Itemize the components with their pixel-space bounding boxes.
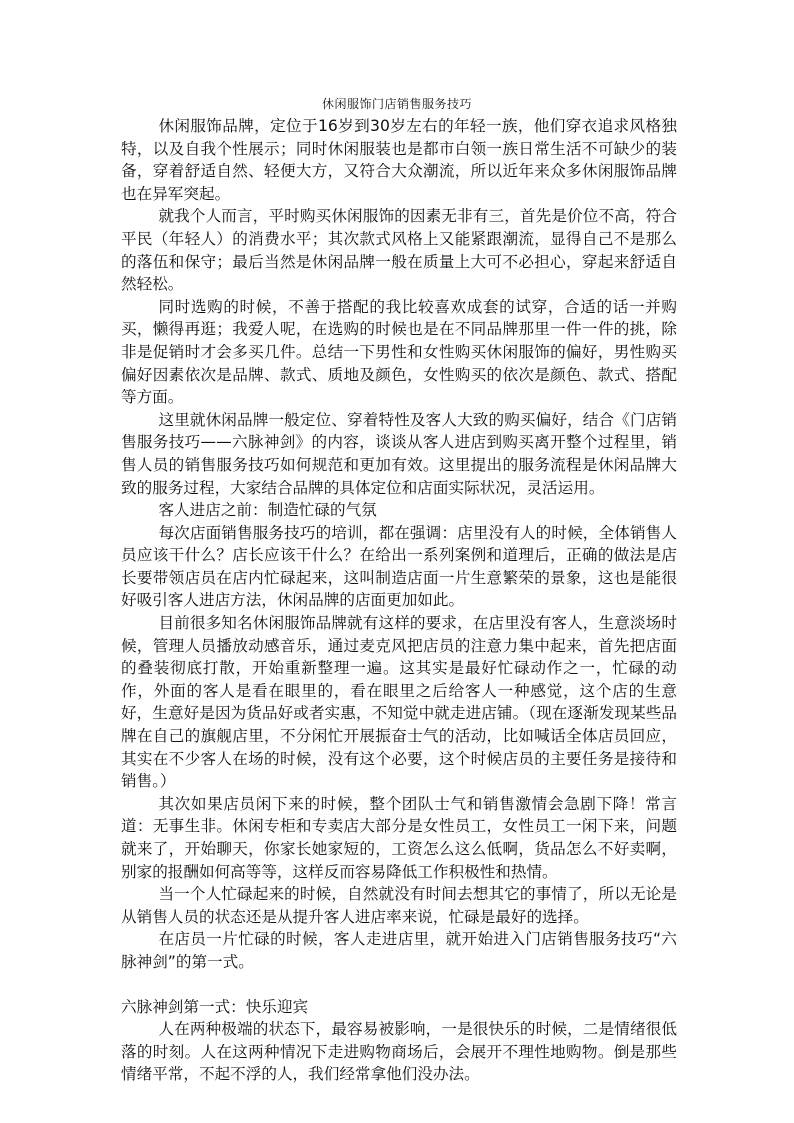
paragraph: 休闲服饰品牌，定位于16岁到30岁左右的年轻一族，他们穿衣追求风格独特，以及自我个性展示；同时休闲服装也是都市白领一族日常生活不可缺少的装备，穿着舒适自然、轻便大方，又符合大众潮流，所以近年来众多休闲服饰品牌也在异军突起。 bbox=[121, 117, 677, 203]
paragraph: 人在两种极端的状态下，最容易被影响，一是很快乐的时候，二是情绪很低落的时刻。人在这两种情况下走进购物商场后，会展开不理性地购物。倒是那些情绪平常，不起不浮的人，我们经常拿他们没办法。 bbox=[121, 1020, 677, 1084]
section-heading: 六脉神剑第一式：快乐迎宾 bbox=[121, 997, 309, 1016]
paragraph: 这里就休闲品牌一般定位、穿着特性及客人大致的购买偏好，结合《门店销售服务技巧——六脉神剑》的内容，谈谈从客人进店到购买离开整个过程里，销售人员的销售服务技巧如何规范和更加有效。这里提出的服务流程是休闲品牌大致的服务过程，大家结合品牌的具体定位和店面实际状况，灵活运用。 bbox=[121, 410, 677, 497]
paragraph: 在店员一片忙碌的时候，客人走进店里，就开始进入门店销售服务技巧“六脉神剑”的第一式。 bbox=[121, 930, 677, 971]
document-body bbox=[121, 115, 677, 1086]
paragraph: 其次如果店员闲下来的时候，整个团队士气和销售激情会急剧下降！常言道：无事生非。休闲专柜和专卖店大部分是女性员工，女性员工一闲下来，问题就来了，开始聊天，你家长她家短的，工资怎么这么低啊，货品怎么不好卖啊，别家的报酬如何高等等，这样反而容易降低工作积极性和热情。 bbox=[121, 794, 677, 881]
paragraph: 同时选购的时候，不善于搭配的我比较喜欢成套的试穿，合适的话一并购买，懒得再逛；我爱人呢，在选购的时候也是在不同品牌那里一件一件的挑，除非是促销时才会多买几件。总结一下男性和女性购买休闲服饰的偏好，男性购买偏好因素依次是品牌、款式、质地及颜色，女性购买的依次是颜色、款式、搭配等方面。 bbox=[121, 297, 677, 407]
document-title: 休闲服饰门店销售服务技巧 bbox=[321, 97, 472, 111]
paragraph: 当一个人忙碌起来的时候，自然就没有时间去想其它的事情了，所以无论是从销售人员的状态还是从提升客人进店率来说，忙碌是最好的选择。 bbox=[121, 885, 677, 926]
paragraph: 就我个人而言，平时购买休闲服饰的因素无非有三，首先是价位不高，符合平民（年轻人）的消费水平；其次款式风格上又能紧跟潮流，显得自己不是那么的落伍和保守；最后当然是休闲品牌一般在质量上大可不必担心，穿起来舒适自然轻松。 bbox=[121, 207, 677, 294]
paragraph: 每次店面销售服务技巧的培训，都在强调：店里没有人的时候，全体销售人员应该干什么？店长应该干什么？在给出一系列案例和道理后，正确的做法是店长要带领店员在店内忙碌起来，这叫制造店面一片生意繁荣的景象，这也是能很好吸引客人进店方法，休闲品牌的店面更加如此。 bbox=[121, 523, 677, 610]
subheading: 客人进店之前：制造忙碌的气氛 bbox=[158, 501, 377, 520]
paragraph: 目前很多知名休闲服饰品牌就有这样的要求，在店里没有客人，生意淡场时候，管理人员播放动感音乐，通过麦克风把店员的注意力集中起来，首先把店面的叠装彻底打散，开始重新整理一遍。这其实是最好忙碌动作之一，忙碌的动作，外面的客人是看在眼里的，看在眼里之后给客人一种感觉，这个店的生意好，生意好是因为货品好或者实惠，不知觉中就走进店铺。（现在逐渐发现某些品牌在自己的旗舰店里，不分闲忙开展振奋士气的活动，比如喊话全体店员回应，其实在不少客人在场的时候，没有这个必要，这个时候店员的主要任务是接待和销售。） bbox=[121, 614, 677, 791]
